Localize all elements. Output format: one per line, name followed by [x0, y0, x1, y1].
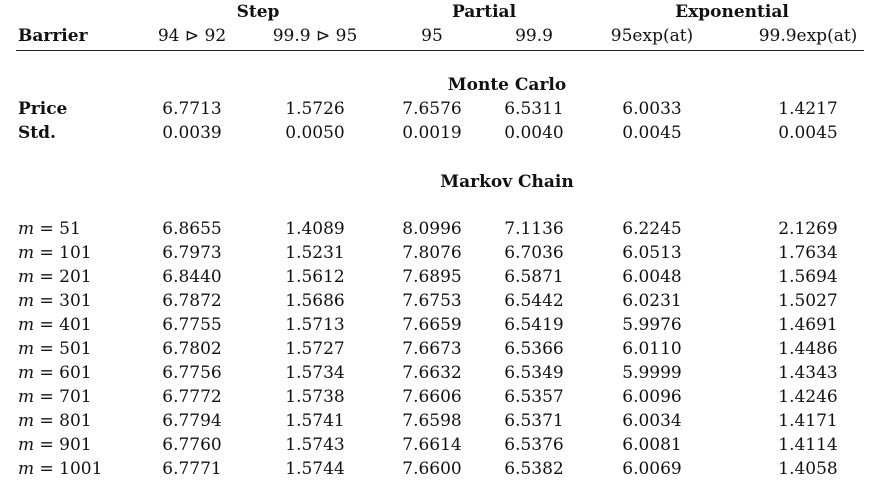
- table-row: [0, 313, 882, 337]
- col-header: 95: [421, 26, 443, 46]
- row-label: Price: [18, 99, 68, 119]
- table-cell: 1.4089: [285, 219, 345, 239]
- table-cell: 7.6606: [402, 387, 462, 407]
- table-cell: 6.7794: [162, 411, 222, 431]
- table-cell: 1.5027: [778, 291, 838, 311]
- table-row: [0, 409, 882, 433]
- table-cell: 7.6753: [402, 291, 462, 311]
- table-cell: 6.7760: [162, 435, 222, 455]
- m-prefix: m =: [18, 219, 60, 239]
- row-label: [18, 313, 92, 337]
- col-header: 94 ⊳ 92: [157, 26, 227, 46]
- table-cell: 1.4246: [778, 387, 838, 407]
- table-cell: 8.0996: [402, 219, 462, 239]
- table-cell: 6.7036: [504, 243, 564, 263]
- table-cell: 7.6600: [402, 459, 462, 479]
- m-prefix: m =: [18, 363, 60, 383]
- table-row: [0, 289, 882, 313]
- table-cell: 6.5382: [504, 459, 564, 479]
- m-value: 601: [59, 363, 92, 383]
- col-header: 99.9 ⊳ 95: [272, 26, 358, 46]
- table-row: [0, 433, 882, 457]
- section-monte-carlo-label: Monte Carlo: [447, 75, 567, 95]
- table-cell: 7.6576: [402, 99, 462, 119]
- table-cell: 1.4171: [778, 411, 838, 431]
- row-label: [18, 337, 92, 361]
- m-value: 51: [59, 219, 81, 239]
- table-cell: 6.0231: [622, 291, 682, 311]
- m-prefix: m =: [18, 291, 60, 311]
- table-cell: 6.5366: [504, 339, 564, 359]
- table-cell: 6.5357: [504, 387, 564, 407]
- m-value: 101: [59, 243, 92, 263]
- m-value: 701: [59, 387, 92, 407]
- m-prefix: m =: [18, 387, 60, 407]
- row-label: [18, 289, 92, 313]
- table-cell: 6.7872: [162, 291, 222, 311]
- table-cell: 1.4486: [778, 339, 838, 359]
- group-partial: Partial: [451, 2, 517, 22]
- row-label: [18, 433, 92, 457]
- table-cell: 1.4217: [778, 99, 838, 119]
- table-cell: 6.7755: [162, 315, 222, 335]
- table-cell: 6.8440: [162, 267, 222, 287]
- header-rule: [16, 50, 864, 51]
- table-row: [0, 361, 882, 385]
- table-cell: 7.6895: [402, 267, 462, 287]
- table-cell: 0.0045: [778, 123, 838, 143]
- table-cell: 0.0039: [162, 123, 222, 143]
- table-cell: 6.5442: [504, 291, 564, 311]
- table-cell: 1.5741: [285, 411, 345, 431]
- table-cell: 1.5231: [285, 243, 345, 263]
- m-prefix: m =: [18, 435, 60, 455]
- table-cell: 1.5726: [285, 99, 345, 119]
- col-header: 95exp(at): [610, 26, 694, 46]
- table-cell: 1.5686: [285, 291, 345, 311]
- m-prefix: m =: [18, 459, 60, 479]
- table-cell: 6.0096: [622, 387, 682, 407]
- m-value: 301: [59, 291, 92, 311]
- table-cell: 7.6632: [402, 363, 462, 383]
- section-title-monte-carlo: [0, 73, 882, 97]
- table-cell: 6.7771: [162, 459, 222, 479]
- table-cell: 1.5744: [285, 459, 345, 479]
- table-cell: 0.0040: [504, 123, 564, 143]
- table-cell: 7.6598: [402, 411, 462, 431]
- table-cell: 2.1269: [778, 219, 838, 239]
- table-cell: 1.4058: [778, 459, 838, 479]
- row-label: [18, 241, 92, 265]
- table-cell: 6.5349: [504, 363, 564, 383]
- table-cell: 6.5376: [504, 435, 564, 455]
- section-markov-chain-label: Markov Chain: [440, 172, 574, 192]
- m-value: 401: [59, 315, 92, 335]
- table-cell: 5.9976: [622, 315, 682, 335]
- group-step: Step: [236, 2, 280, 22]
- table-row: [0, 217, 882, 241]
- table-row: [0, 385, 882, 409]
- table-cell: 1.4691: [778, 315, 838, 335]
- table-cell: 6.7772: [162, 387, 222, 407]
- table-cell: 1.5734: [285, 363, 345, 383]
- table-cell: 6.0110: [622, 339, 682, 359]
- table-row: [0, 121, 882, 145]
- table-cell: 6.7756: [162, 363, 222, 383]
- table-cell: 6.0034: [622, 411, 682, 431]
- m-value: 1001: [59, 459, 103, 479]
- barrier-header: Barrier: [18, 26, 88, 46]
- m-prefix: m =: [18, 339, 60, 359]
- col-header: 99.9exp(at): [758, 26, 858, 46]
- row-label: [18, 457, 102, 481]
- table-cell: 7.8076: [402, 243, 462, 263]
- table-cell: 7.6673: [402, 339, 462, 359]
- row-label: [18, 217, 81, 241]
- row-label: [18, 361, 92, 385]
- table-cell: 1.7634: [778, 243, 838, 263]
- row-label: [18, 409, 92, 433]
- column-header-row: [0, 24, 882, 48]
- table-row: [0, 265, 882, 289]
- table-cell: 6.5419: [504, 315, 564, 335]
- table-cell: 5.9999: [622, 363, 682, 383]
- col-header: 99.9: [515, 26, 553, 46]
- m-value: 901: [59, 435, 92, 455]
- table-cell: 1.5612: [285, 267, 345, 287]
- table-cell: 1.5727: [285, 339, 345, 359]
- group-header-row: [0, 0, 882, 24]
- table-cell: 0.0050: [285, 123, 345, 143]
- row-label: Std.: [18, 123, 56, 143]
- table-cell: 7.6659: [402, 315, 462, 335]
- m-prefix: m =: [18, 267, 60, 287]
- table-cell: 0.0019: [402, 123, 462, 143]
- row-label: [18, 385, 92, 409]
- table-cell: 6.7802: [162, 339, 222, 359]
- table-cell: 1.5694: [778, 267, 838, 287]
- m-prefix: m =: [18, 315, 60, 335]
- table-row: [0, 97, 882, 121]
- table-cell: 7.1136: [504, 219, 564, 239]
- table-cell: 6.0069: [622, 459, 682, 479]
- table-cell: 6.0513: [622, 243, 682, 263]
- table-cell: 1.4343: [778, 363, 838, 383]
- table-cell: 6.0048: [622, 267, 682, 287]
- table-cell: 0.0045: [622, 123, 682, 143]
- table-cell: 6.5311: [504, 99, 564, 119]
- table-cell: 6.7973: [162, 243, 222, 263]
- table-cell: 6.7713: [162, 99, 222, 119]
- table-cell: 7.6614: [402, 435, 462, 455]
- m-prefix: m =: [18, 243, 60, 263]
- row-label: [18, 265, 92, 289]
- table-cell: 1.4114: [778, 435, 838, 455]
- section-title-markov-chain: [0, 170, 882, 194]
- m-value: 801: [59, 411, 92, 431]
- m-value: 201: [59, 267, 92, 287]
- table-cell: 6.2245: [622, 219, 682, 239]
- m-value: 501: [59, 339, 92, 359]
- table-row: [0, 457, 882, 481]
- table-cell: 6.5871: [504, 267, 564, 287]
- table-cell: 6.8655: [162, 219, 222, 239]
- table-cell: 6.0081: [622, 435, 682, 455]
- table-cell: 6.0033: [622, 99, 682, 119]
- table-cell: 6.5371: [504, 411, 564, 431]
- m-prefix: m =: [18, 411, 60, 431]
- table-row: [0, 241, 882, 265]
- table-cell: 1.5713: [285, 315, 345, 335]
- group-exponential: Exponential: [675, 2, 789, 22]
- table-cell: 1.5738: [285, 387, 345, 407]
- table-cell: 1.5743: [285, 435, 345, 455]
- table-row: [0, 337, 882, 361]
